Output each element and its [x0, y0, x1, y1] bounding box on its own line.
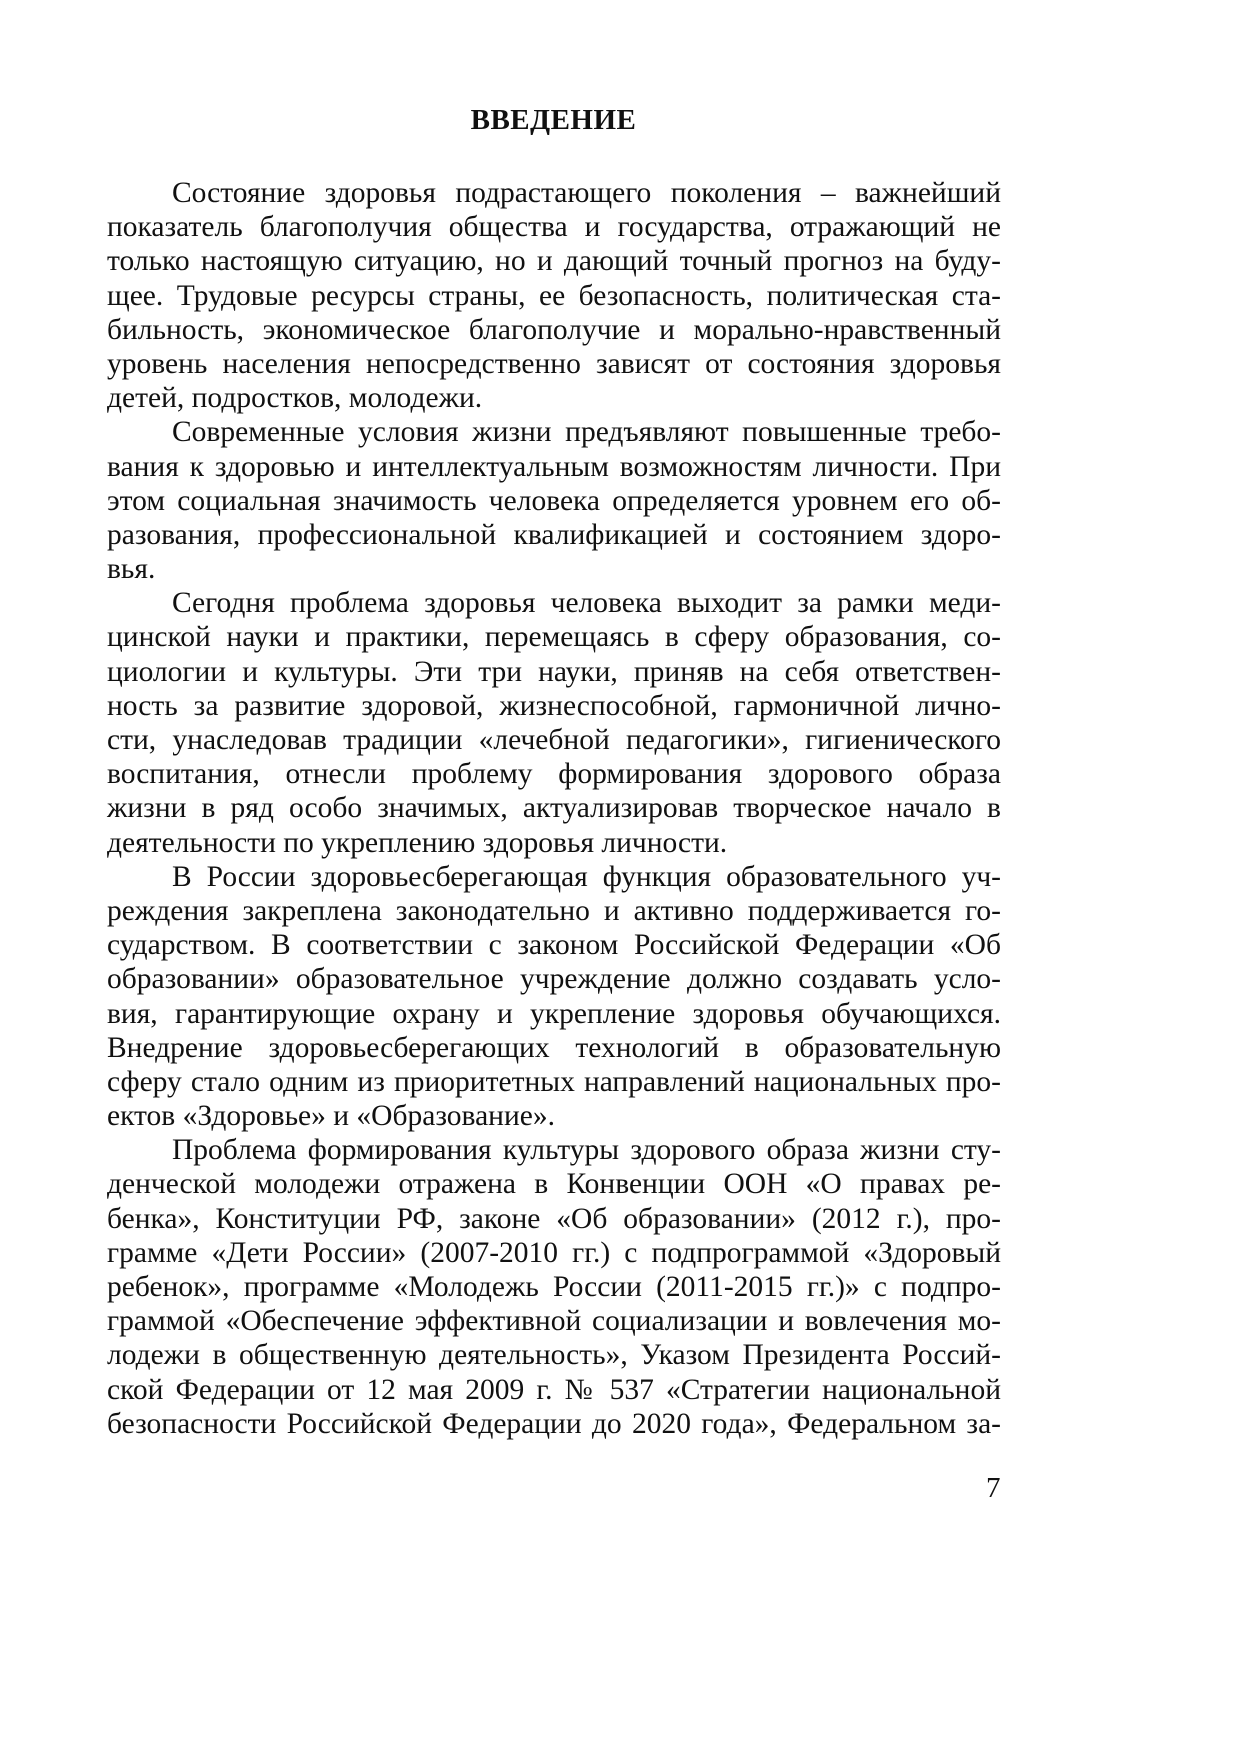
text-line: Внедрение здоровьесберегающих технологий в образовательную [107, 1031, 1001, 1064]
text-line: жизни в ряд особо значимых, актуализировав творческое начало в [107, 792, 1001, 825]
text-line: детей, подростков, молодежи. [107, 382, 483, 415]
text-line: этом социальная значимость человека определяется уровнем его об- [107, 484, 1001, 517]
text-line: ектов «Здоровье» и «Образование». [107, 1100, 555, 1133]
paragraph [107, 415, 1001, 586]
text-line: бенка», Конституции РФ, законе «Об образовании» (2012 г.), про- [107, 1202, 1001, 1235]
paragraph [107, 1133, 1001, 1441]
text-line: Современные условия жизни предъявляют повышенные требо- [172, 416, 1001, 449]
text-line: разования, профессиональной квалификацией и состоянием здоро- [107, 518, 1001, 551]
text-line: сти, унаследовав традиции «лечебной педагогики», гигиенического [107, 724, 1001, 756]
text-line: сударством. В соответствии с законом Российской Федерации «Об [107, 929, 1001, 962]
text-line: цинской науки и практики, перемещаясь в сферу образования, со- [107, 621, 1001, 654]
text-line: воспитания, отнесли проблему формирования здорового образа [107, 758, 1001, 791]
paragraph [107, 176, 1001, 415]
text-line: безопасности Российской Федерации до 2020 года», Федеральном за- [107, 1407, 1001, 1440]
text-line: бильность, экономическое благополучие и морально-нравственный [107, 313, 1001, 346]
text-line: денческой молодежи отражена в Конвенции ООН «О правах ре- [107, 1168, 1001, 1201]
text-line: показатель благополучия общества и государства, отражающий не [107, 211, 1001, 244]
page-number: 7 [986, 1472, 1001, 1504]
paragraph [107, 586, 1001, 860]
text-line: В России здоровьесберегающая функция образовательного уч- [172, 860, 1001, 893]
text-line: вания к здоровью и интеллектуальным возможностям личности. При [107, 450, 1001, 483]
paragraph [107, 860, 1001, 1134]
text-line: уровень населения непосредственно зависят от состояния здоровья [107, 347, 1001, 380]
text-line: вия, гарантирующие охрану и укрепление здоровья обучающихся. [107, 997, 1001, 1030]
text-line: вья. [107, 553, 156, 586]
text-line: сферу стало одним из приоритетных направлений национальных про- [107, 1065, 1001, 1098]
text-line: ской Федерации от 12 мая 2009 г. № 537 «Стратегии национальной [107, 1373, 1001, 1406]
text-line: циологии и культуры. Эти три науки, приняв на себя ответствен- [107, 655, 1001, 688]
text-line: реждения закреплена законодательно и активно поддерживается го- [107, 894, 1001, 927]
text-line: грамме «Дети России» (2007-2010 гг.) с подпрограммой «Здоровый [107, 1236, 1001, 1269]
text-line: Сегодня проблема здоровья человека выходит за рамки меди- [172, 587, 1001, 620]
text-line: только настоящую ситуацию, но и дающий точный прогноз на буду- [107, 245, 1001, 278]
text-line: лодежи в общественную деятельность», Указом Президента Россий- [107, 1339, 1001, 1372]
text-line: деятельности по укреплению здоровья личности. [107, 826, 728, 859]
text-line: Проблема формирования культуры здорового образа жизни сту- [172, 1134, 1001, 1167]
text-line: ребенок», программе «Молодежь России (2011-2015 гг.)» с подпро- [107, 1271, 1001, 1303]
text-line: ность за развитие здоровой, жизнеспособной, гармоничной лично- [107, 689, 1001, 722]
section-title: ВВЕДЕНИЕ [470, 104, 637, 136]
text-line: Состояние здоровья подрастающего поколения – важнейший [172, 177, 1001, 209]
text-line: образовании» образовательное учреждение должно создавать усло- [107, 963, 1001, 996]
text-line: граммой «Обеспечение эффективной социализации и вовлечения мо- [107, 1305, 1001, 1338]
body-text [107, 176, 1001, 1441]
text-line: щее. Трудовые ресурсы страны, ее безопасность, политическая ста- [107, 279, 1001, 312]
